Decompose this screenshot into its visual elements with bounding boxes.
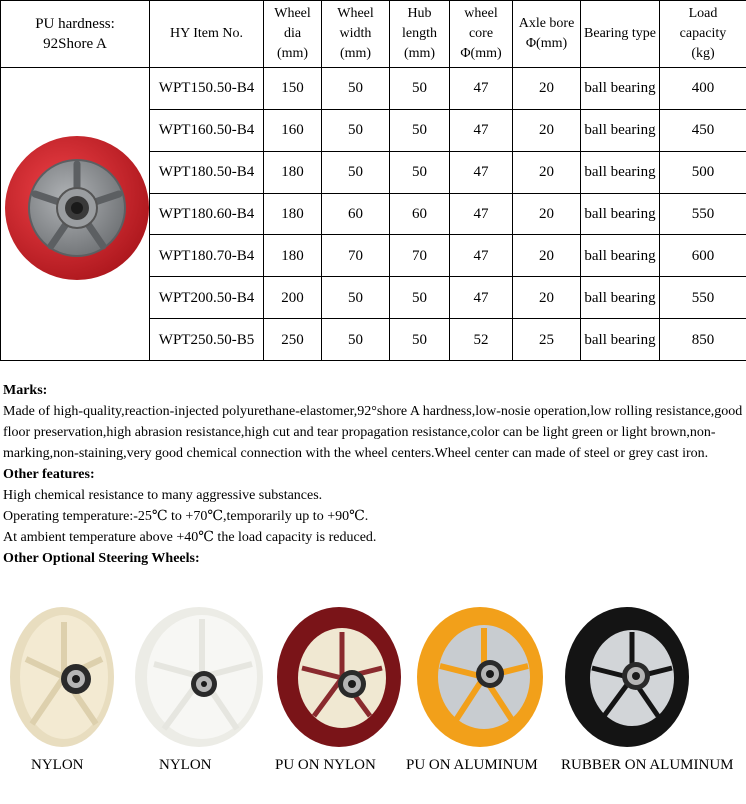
rubber-aluminum-wheel-icon	[562, 604, 692, 750]
pu-on-nylon-wheel-image	[274, 604, 404, 750]
main-wheel-image	[1, 68, 150, 361]
header-bearing-type: Bearing type	[581, 1, 660, 68]
table-row: WPT150.50-B4 150 50 50 47 20 ball bearing 400	[1, 68, 746, 110]
item-no: WPT180.50-B4	[150, 151, 264, 193]
header-load-capacity: Load capacity (kg)	[660, 1, 746, 68]
caption-pu-on-aluminum: PU ON ALUMINUM	[406, 757, 538, 773]
pu-aluminum-wheel-icon	[414, 604, 546, 750]
table-header-row	[1, 1, 746, 68]
header-wheel-width: Wheel width (mm)	[322, 1, 390, 68]
notes-section	[3, 380, 745, 569]
white-nylon-wheel-image	[132, 604, 267, 750]
item-no: WPT180.60-B4	[150, 193, 264, 235]
rubber-on-aluminum-wheel-image	[562, 604, 692, 750]
marks-text: Made of high-quality,reaction-injected polyurethane-elastomer,92°shore A hardness,low-nosie operation,low rolling resistance,good floor preservation,high abrasion resistance,high cut and tear propagation resistance,color can be light green or light brown,non-marking,non-staining,very good chemical connection with the wheel centers.Wheel center can made of steel or grey cast iron.	[3, 404, 743, 461]
header-wheel-core: wheel core Φ(mm)	[450, 1, 513, 68]
caption-nylon-white: NYLON	[159, 757, 212, 773]
header-hub-length: Hub length (mm)	[390, 1, 450, 68]
optional-heading: Other Optional Steering Wheels:	[3, 551, 200, 566]
caption-nylon: NYLON	[31, 757, 84, 773]
table-row: WPT180.60-B4 180 60 60 47 20 ball bearing 550	[1, 193, 746, 235]
table-row: WPT180.70-B4 180 70 70 47 20 ball bearing 600	[1, 235, 746, 277]
header-pu-hardness: PU hardness: 92Shore A	[1, 1, 150, 68]
header-item-no: HY Item No.	[150, 1, 264, 68]
marks-heading: Marks:	[3, 383, 48, 398]
feature-line: At ambient temperature above +40℃ the load capacity is reduced.	[3, 530, 377, 545]
table-row: WPT250.50-B5 250 50 50 52 25 ball bearing 850	[1, 319, 746, 361]
red-pu-wheel-icon	[1, 68, 149, 354]
item-no: WPT200.50-B4	[150, 277, 264, 319]
header-axle-bore: Axle bore Φ(mm)	[513, 1, 581, 68]
pu-on-aluminum-wheel-image	[414, 604, 546, 750]
caption-pu-on-nylon: PU ON NYLON	[275, 757, 376, 773]
item-no: WPT150.50-B4	[150, 68, 264, 110]
item-no: WPT250.50-B5	[150, 319, 264, 361]
header-wheel-dia: Wheel dia (mm)	[264, 1, 322, 68]
nylon-wheel-image	[4, 604, 114, 750]
table-row: WPT160.50-B4 160 50 50 47 20 ball bearing 450	[1, 109, 746, 151]
features-heading: Other features:	[3, 467, 95, 482]
table-row: WPT180.50-B4 180 50 50 47 20 ball bearing 500	[1, 151, 746, 193]
table-row: WPT200.50-B4 200 50 50 47 20 ball bearing 550	[1, 277, 746, 319]
nylon-wheel-icon	[4, 604, 114, 750]
pu-nylon-wheel-icon	[274, 604, 404, 750]
feature-line: High chemical resistance to many aggressive substances.	[3, 488, 323, 503]
caption-rubber-on-aluminum: RUBBER ON ALUMINUM	[561, 757, 734, 773]
spec-table	[0, 0, 746, 361]
feature-line: Operating temperature:-25℃ to +70℃,temporarily up to +90℃.	[3, 509, 369, 524]
item-no: WPT180.70-B4	[150, 235, 264, 277]
item-no: WPT160.50-B4	[150, 109, 264, 151]
nylon-wheel-icon	[132, 604, 267, 750]
